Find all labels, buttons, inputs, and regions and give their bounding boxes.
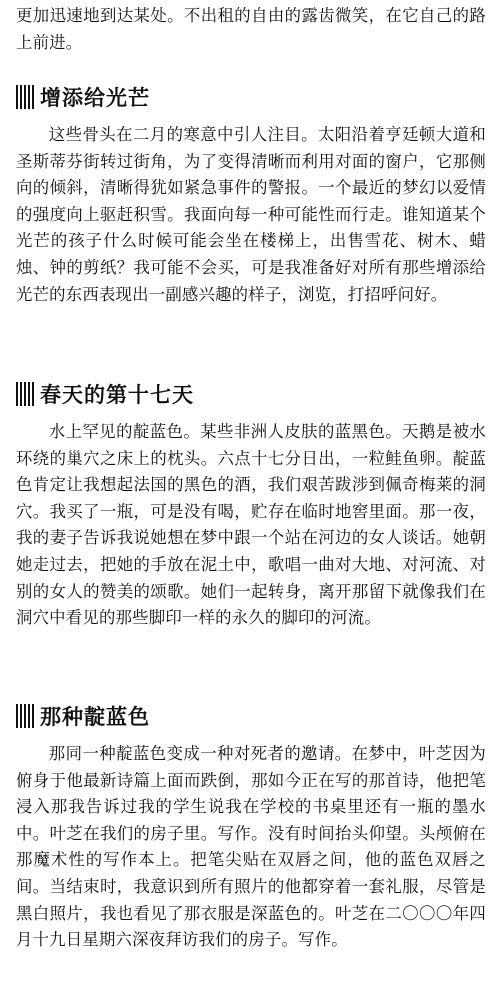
section-title-3: 那种靛蓝色	[40, 705, 150, 729]
section-heading-3	[16, 701, 150, 731]
section-body-2: 水上罕见的靛蓝色。某些非洲人皮肤的蓝黑色。天鹅是被水环绕的巢穴之床上的枕头。六点十七分日出，一粒鲑鱼卵。靛蓝色肯定让我想起法国的黑色的酒，我们艰苦跋涉到佩奇梅莱的洞穴。我买了一瓶，可是没有喝，贮存在临时地窖里面。那一夜，我的妻子告诉我说她想在梦中跟一个站在河边的女人谈话。她朝她走过去，把她的手放在泥土中，歌唱一曲对大地、对河流、对别的女人的赞美的颂歌。她们一起转身，离开那留下就像我们在洞穴中看见的那些脚印一样的永久的脚印的河流。	[16, 422, 486, 628]
heading-marker-icon	[16, 382, 36, 406]
section-title-1: 增添给光芒	[40, 86, 150, 110]
section-body-1: 这些骨头在二月的寒意中引人注目。太阳沿着亨廷顿大道和圣斯蒂芬街转过街角，为了变得清晰而利用对面的窗户，它那侧向的倾斜，清晰得犹如紧急事件的警报。一个最近的梦幻以爱情的强度向上驱赶积雪。我面向每一种可能性而行走。谁知道某个光芒的孩子什么时候可能会坐在楼梯上，出售雪花、树木、蜡烛、钟的剪纸？我可能不会买，可是我准备好对所有那些增添给光芒的东西表现出一副感兴趣的样子，浏览，打招呼问好。	[16, 125, 486, 304]
section-title-2: 春天的第十七天	[40, 383, 194, 407]
heading-marker-icon	[16, 85, 36, 109]
section-body-3: 那同一种靛蓝色变成一种对死者的邀请。在梦中，叶芝因为俯身于他最新诗篇上面而跌倒，那如今正在写的那首诗，他把笔浸入那我告诉过我的学生说我在学校的书桌里还有一瓶的墨水中。叶芝在我们的房子里。写作。没有时间抬头仰望。头颅俯在那魔术性的写作本上。把笔尖贴在双唇之间，他的蓝色双唇之间。当结束时，我意识到所有照片的他都穿着一套礼服，尽管是黑白照片，我也看见了那衣服是深蓝色的。叶芝在二〇〇〇年四月十九日星期六深夜拜访我们的房子。写作。	[16, 744, 486, 950]
heading-marker-icon	[16, 704, 36, 728]
section-heading-2	[16, 379, 194, 409]
section-heading-1	[16, 82, 150, 112]
intro-paragraph: 更加迅速地到达某处。不出租的自由的露齿微笑，在它自己的路上前进。	[16, 6, 486, 52]
